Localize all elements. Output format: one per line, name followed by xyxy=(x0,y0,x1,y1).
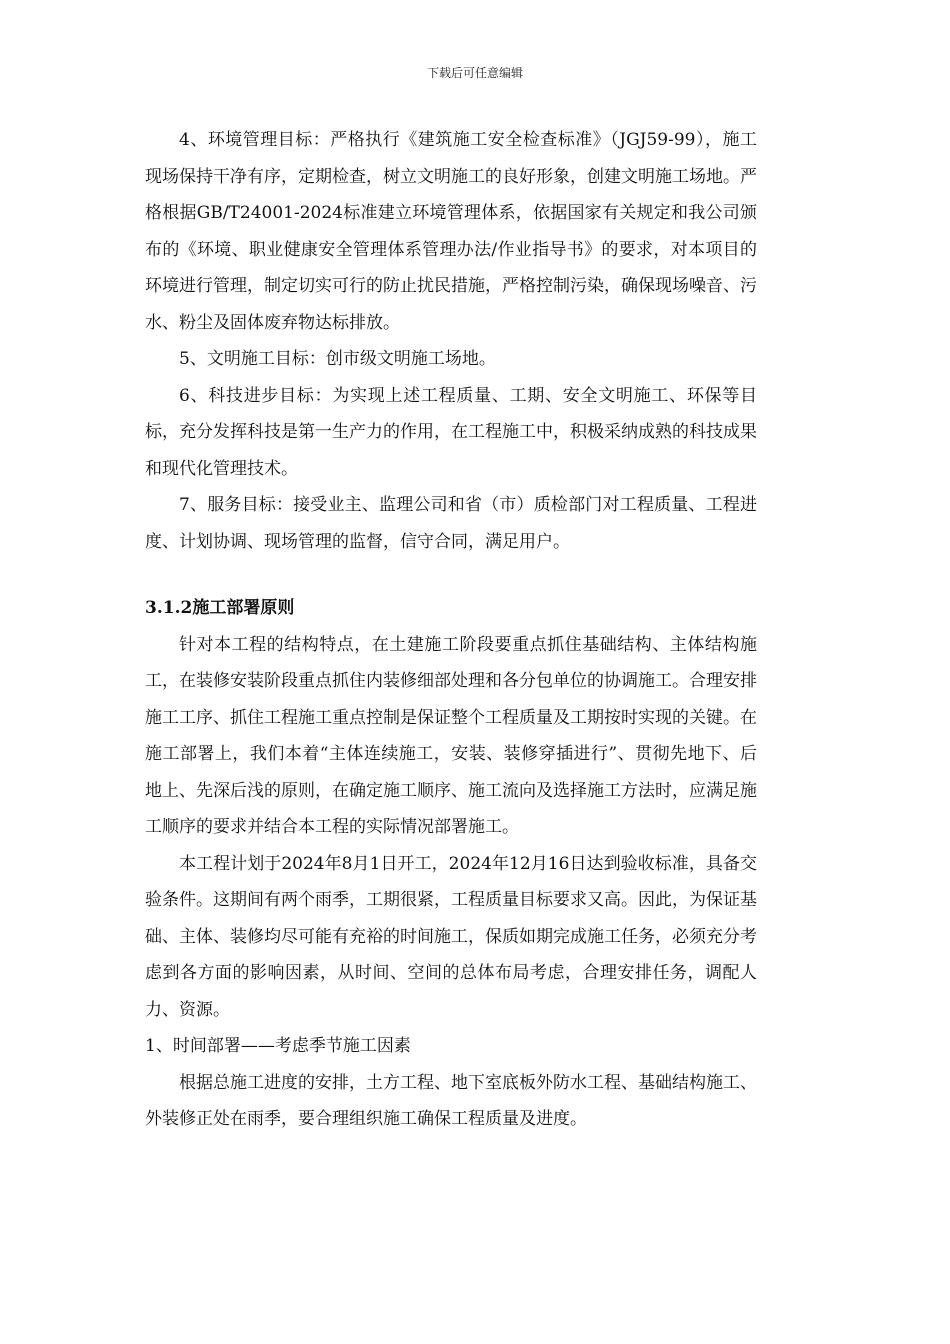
paragraph-service-goal: 7、服务目标：接受业主、监理公司和省（市）质检部门对工程质量、工程进度、计划协调、现场管理的监督，信守合同，满足用户。 xyxy=(145,495,757,552)
paragraph-civilized-construction-goal: 5、文明施工目标：创市级文明施工场地。 xyxy=(179,349,496,369)
section-heading: 3.1.2施工部署原则 xyxy=(145,598,295,618)
paragraph-deployment-principle: 针对本工程的结构特点，在土建施工阶段要重点抓住基础结构、主体结构施工，在装修安装阶段重点抓住内装修细部处理和各分包单位的协调施工。合理安排施工工序、抓住工程施工重点控制是保证整个工程质量及工期按时实现的关键。在施工部署上，我们本着“主体连续施工，安装、装修穿插进行”、贯彻先地下、后地上、先深后浅的原则，在确定施工顺序、施工流向及选择施工方法时，应满足施工顺序的要求并结合本工程的实际情况部署施工。 xyxy=(145,634,757,837)
page-header-note: 下载后可任意编辑 xyxy=(426,66,523,80)
paragraph-schedule-plan: 本工程计划于2024年8月1日开工，2024年12月16日达到验收标准，具备交验条件。这期间有两个雨季，工期很紧，工程质量目标要求又高。因此，为保证基础、主体、装修均尽可能有充裕的时间施工，保质如期完成施工任务，必须充分考虑到各方面的影响因素，从时间、空间的总体布局考虑，合理安排任务，调配人力、资源。 xyxy=(145,853,757,1020)
subheading-time-deployment: 1、时间部署——考虑季节施工因素 xyxy=(145,1036,411,1056)
paragraph-rainy-season: 根据总施工进度的安排，土方工程、地下室底板外防水工程、基础结构施工、外装修正处在雨季，要合理组织施工确保工程质量及进度。 xyxy=(145,1072,757,1129)
paragraph-technology-goal: 6、科技进步目标：为实现上述工程质量、工期、安全文明施工、环保等目标，充分发挥科技是第一生产力的作用，在工程施工中，积极采纳成熟的科技成果和现代化管理技术。 xyxy=(145,385,757,479)
document-body xyxy=(145,122,757,1138)
paragraph-environment-goal: 4、环境管理目标：严格执行《建筑施工安全检查标准》（JGJ59-99），施工现场保持干净有序，定期检查，树立文明施工的良好形象，创建文明施工场地。严格根据GB/T24001-2024标准建立环境管理体系，依据国家有关规定和我公司颁布的《环境、职业健康安全管理体系管理办法/作业指导书》的要求，对本项目的环境进行管理，制定切实可行的防止扰民措施，严格控制污染，确保现场噪音、污水、粉尘及固体废弃物达标排放。 xyxy=(145,130,757,333)
